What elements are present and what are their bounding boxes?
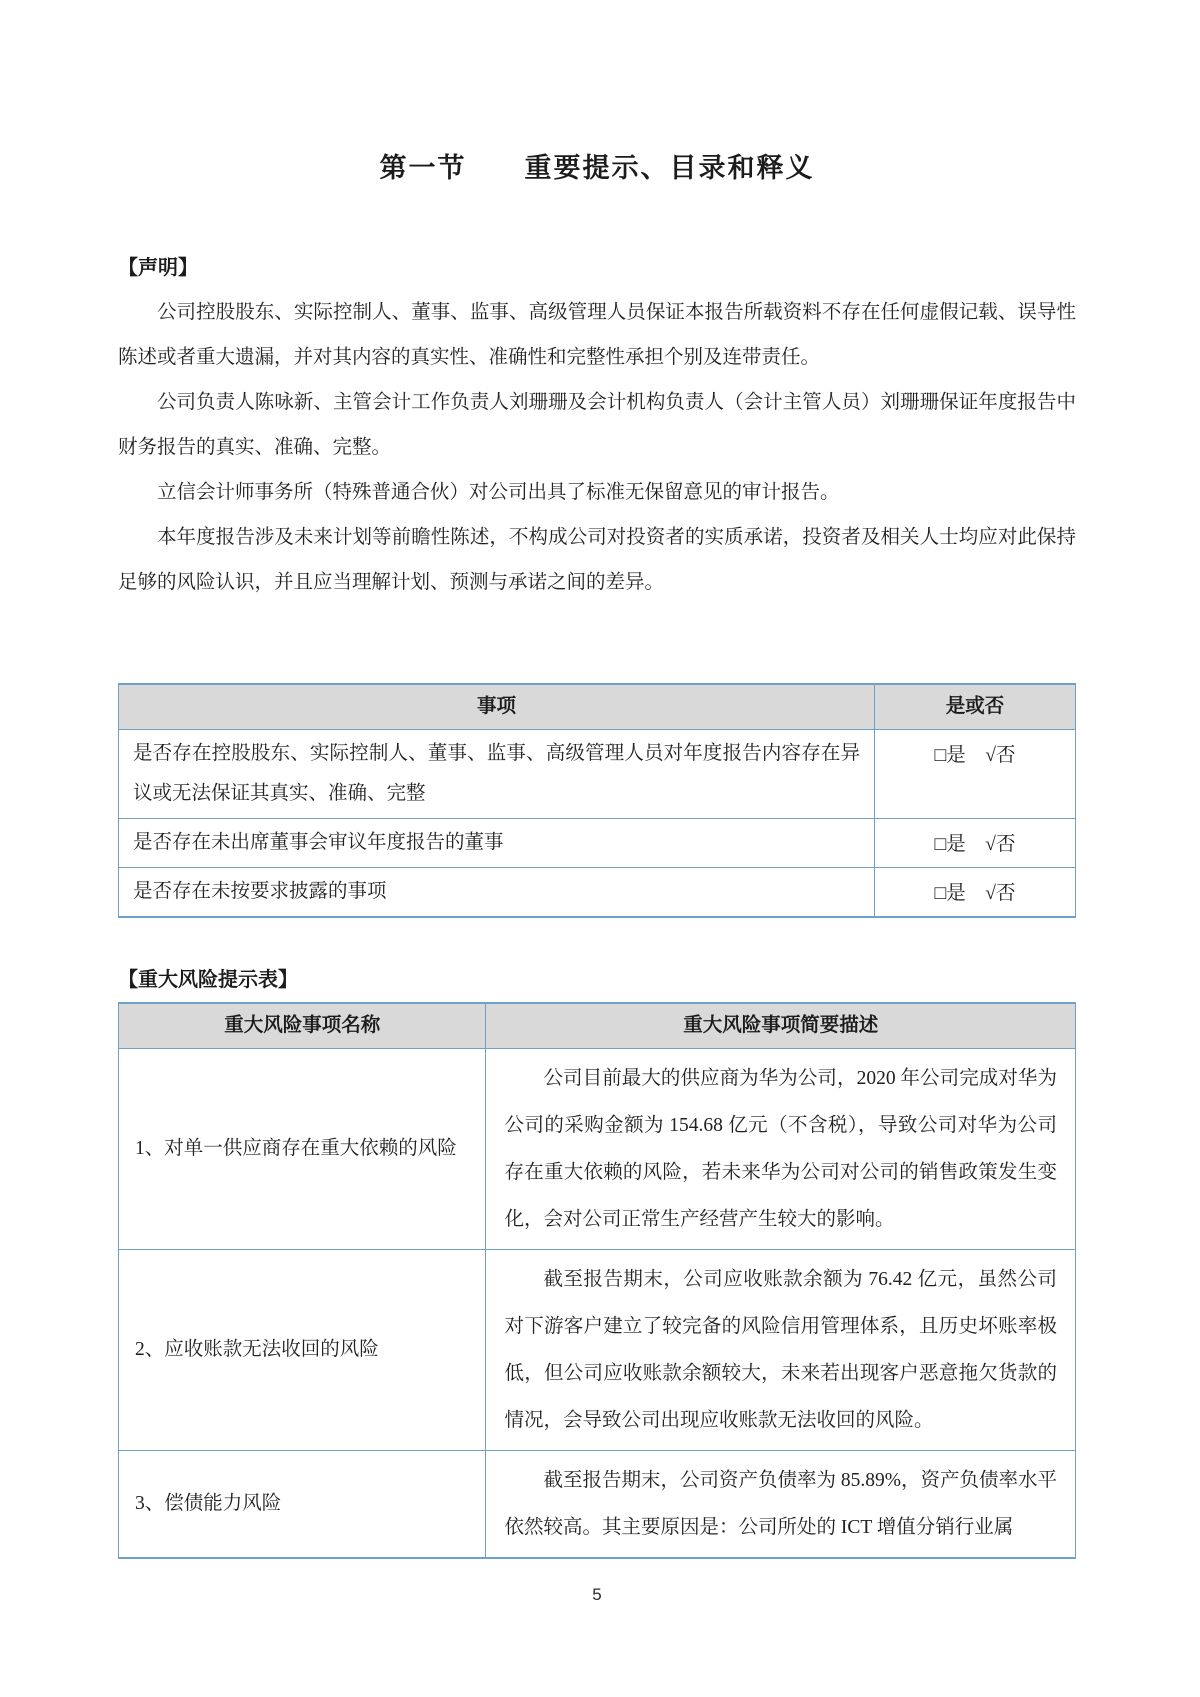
major-risk-table (118, 1002, 1076, 1559)
table-row (119, 1250, 1076, 1451)
risk-description-cell: 截至报告期末，公司应收账款余额为 76.42 亿元，虽然公司对下游客户建立了较完备的风险信用管理体系，且历史坏账率极低，但公司应收账款余额较大，未来若出现客户恶意拖欠货款的情况，会导致公司出现应收账款无法收回的风险。 (486, 1250, 1076, 1451)
declaration-label: 【声明】 (118, 257, 198, 279)
item-cell: 是否存在控股股东、实际控制人、董事、监事、高级管理人员对年度报告内容存在异议或无法保证其真实、准确、完整 (119, 730, 875, 819)
risk-name-cell: 2、应收账款无法收回的风险 (119, 1250, 486, 1451)
declaration-paragraph: 本年度报告涉及未来计划等前瞻性陈述，不构成公司对投资者的实质承诺，投资者及相关人士均应对此保持足够的风险认识，并且应当理解计划、预测与承诺之间的差异。 (118, 527, 1076, 593)
table-row (119, 1049, 1076, 1250)
column-header-item: 事项 (119, 684, 875, 730)
table-row (119, 819, 1076, 868)
column-header-risk-name: 重大风险事项名称 (119, 1003, 486, 1049)
declaration-paragraph: 立信会计师事务所（特殊普通合伙）对公司出具了标准无保留意见的审计报告。 (157, 482, 840, 503)
risk-name-cell: 1、对单一供应商存在重大依赖的风险 (119, 1049, 486, 1250)
page-title: 第一节 重要提示、目录和释义 (379, 153, 815, 183)
column-header-yes-no: 是或否 (875, 684, 1076, 730)
answer-cell: □是 √否 (875, 730, 1076, 819)
column-header-risk-description: 重大风险事项简要描述 (486, 1003, 1076, 1049)
risk-description-cell: 截至报告期末，公司资产负债率为 85.89%，资产负债率水平依然较高。其主要原因是：公司所处的 ICT 增值分销行业属 (486, 1451, 1076, 1559)
answer-cell: □是 √否 (875, 868, 1076, 918)
risk-name-cell: 3、偿债能力风险 (119, 1451, 486, 1559)
risk-description-cell: 公司目前最大的供应商为华为公司，2020 年公司完成对华为公司的采购金额为 154.68 亿元（不含税），导致公司对华为公司存在重大依赖的风险，若未来华为公司对公司的销售政策发生变化，会对公司正常生产经营产生较大的影响。 (486, 1049, 1076, 1250)
item-cell: 是否存在未按要求披露的事项 (119, 868, 875, 918)
major-risk-label: 【重大风险提示表】 (118, 969, 298, 991)
item-cell: 是否存在未出席董事会审议年度报告的董事 (119, 819, 875, 868)
table-header-row (119, 1003, 1076, 1049)
answer-cell: □是 √否 (875, 819, 1076, 868)
declaration-paragraph: 公司控股股东、实际控制人、董事、监事、高级管理人员保证本报告所载资料不存在任何虚假记载、误导性陈述或者重大遗漏，并对其内容的真实性、准确性和完整性承担个别及连带责任。 (118, 302, 1076, 368)
page-content (118, 0, 1076, 1605)
table-row (119, 1451, 1076, 1559)
declaration-paragraphs (118, 290, 1076, 605)
table-header-row (119, 684, 1076, 730)
table-row (119, 868, 1076, 918)
yes-no-items-table (118, 683, 1076, 918)
page-number: 5 (592, 1585, 602, 1604)
declaration-paragraph: 公司负责人陈咏新、主管会计工作负责人刘珊珊及会计机构负责人（会计主管人员）刘珊珊保证年度报告中财务报告的真实、准确、完整。 (118, 392, 1076, 458)
table-row (119, 730, 1076, 819)
